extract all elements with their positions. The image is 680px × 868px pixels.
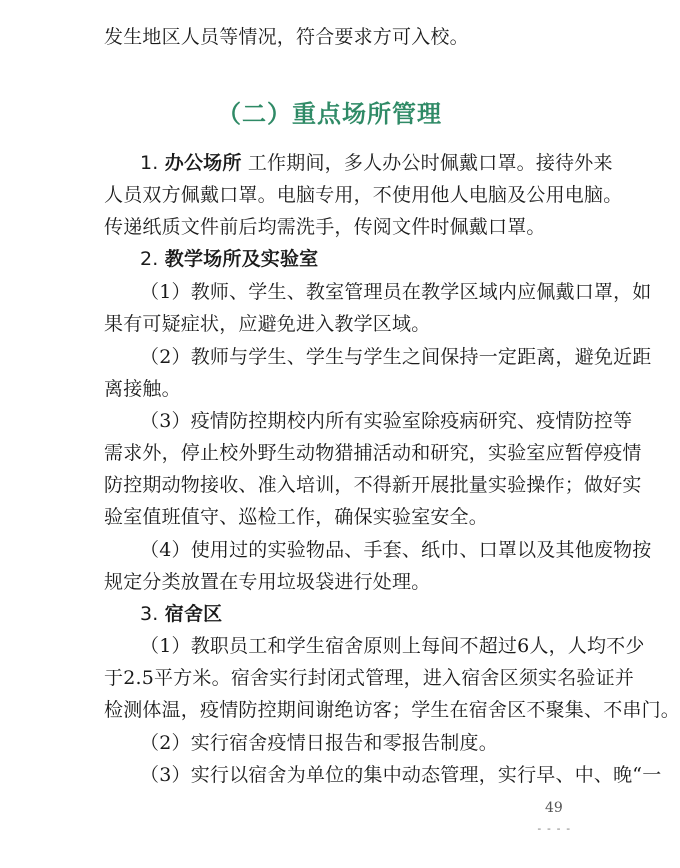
body-line: （4）使用过的实验物品、手套、纸巾、口罩以及其他废物按 (140, 539, 652, 561)
body-line: 规定分类放置在专用垃圾袋进行处理。 (104, 571, 431, 593)
body-line: 果有可疑症状，应避免进入教学区域。 (104, 313, 431, 335)
dorm-title: 宿舍区 (164, 603, 223, 625)
office-title: 办公场所 (164, 152, 242, 174)
body-line: 验室值班值守、巡检工作，确保实验室安全。 (104, 506, 489, 528)
teaching-number: 2. (140, 248, 159, 270)
dorm-subheading (140, 599, 576, 629)
body-line: 传递纸质文件前后均需洗手，传阅文件时佩戴口罩。 (104, 216, 546, 238)
office-number: 1. (140, 152, 159, 174)
body-line: 人员双方佩戴口罩。电脑专用，不使用他人电脑及公用电脑。 (104, 184, 623, 206)
body-line: （2）教师与学生、学生与学生之间保持一定距离，避免近距 (140, 346, 652, 368)
teaching-subheading (140, 244, 576, 274)
page-number: 49 (545, 800, 563, 816)
body-line: 需求外，停止校外野生动物猎捕活动和研究，实验室应暂停疫情 (104, 442, 642, 464)
body-line: 防控期动物接收、准入培训，不得新开展批量实验操作；做好实 (104, 474, 642, 496)
office-paragraph-first-line (140, 148, 613, 178)
body-text: 工作期间，多人办公时佩戴口罩。接待外来 (247, 152, 613, 174)
body-line: 检测体温，疫情防控期间谢绝访客；学生在宿舍区不聚集、不串门。 (104, 699, 680, 721)
body-line: （1）教职员工和学生宿舍原则上每间不超过6人，人均不少 (140, 635, 645, 657)
body-line: 离接触。 (104, 378, 181, 400)
body-line: 于2.5平方米。宿舍实行封闭式管理，进入宿舍区须实名验证并 (104, 667, 635, 689)
page-number-rule: ---- (536, 822, 575, 835)
body-line: 发生地区人员等情况，符合要求方可入校。 (104, 26, 469, 48)
section-heading: （二）重点场所管理 (217, 99, 442, 128)
dorm-number: 3. (140, 603, 159, 625)
teaching-title: 教学场所及实验室 (164, 248, 319, 270)
body-line: （3）疫情防控期校内所有实验室除疫病研究、疫情防控等 (140, 410, 633, 432)
body-line: （3）实行以宿舍为单位的集中动态管理，实行早、中、晚“一 (140, 764, 662, 786)
body-line: （2）实行宿舍疫情日报告和零报告制度。 (140, 732, 498, 754)
body-line: （1）教师、学生、教室管理员在教学区域内应佩戴口罩，如 (140, 281, 652, 303)
